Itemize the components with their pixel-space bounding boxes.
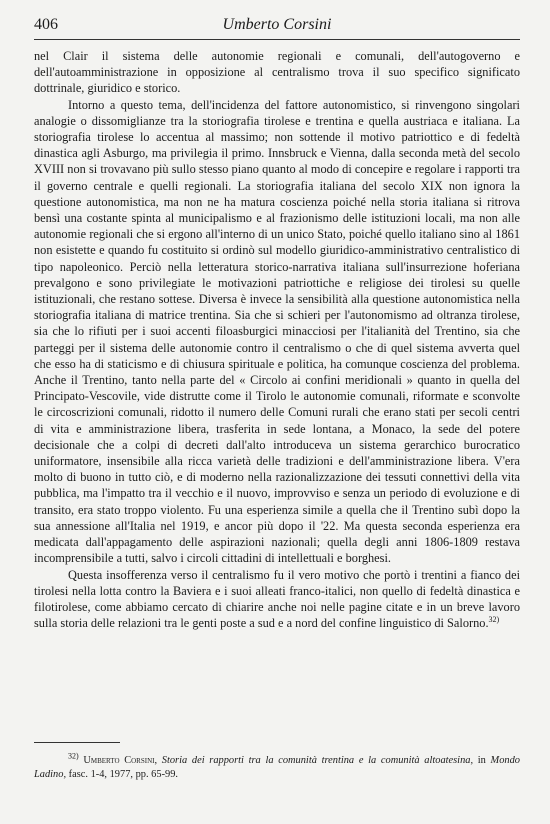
header-rule: [34, 39, 520, 40]
paragraph-3: [34, 567, 520, 632]
main-text: [34, 48, 520, 631]
running-head: Umberto Corsini: [222, 16, 332, 33]
footnote-title: Storia dei rapporti tra la comunità trentina e la comunità altoatesina,: [161, 755, 474, 766]
footnote-separator: [34, 742, 120, 743]
footnote: [34, 751, 520, 782]
footnote-marker: 32): [68, 751, 79, 761]
page-header: [34, 14, 520, 38]
footnote-details: fasc. 1-4, 1977, pp. 65-99.: [66, 769, 179, 780]
footnote-author: Umberto Corsini,: [83, 755, 158, 766]
page-number: 406: [34, 16, 58, 33]
paragraph-1: nel Clair il sistema delle autonomie regionali e comunali, dell'autogoverno e dell'autoamministrazione in opposizione al centralismo trova il suo specifico significato dottrinale, giuridico e storico.: [34, 49, 520, 96]
footnote-journal: Mondo Ladino,: [34, 755, 520, 780]
footnote-reference: 32): [488, 615, 500, 624]
footnote-middle: in: [473, 755, 491, 766]
paragraph-2: Intorno a questo tema, dell'incidenza del fattore autonomistico, si rinvengono singolari analogie o dissomiglianze tra la storiografia tirolese e trentina e quella austriaca e italiana. La storiografia tirolese lo accentua al massimo; non sottende il motivo patriottico e di fedeltà dinastica agli Asburgo, ma privilegia il primo. Innsbruck e Vienna, dalla seconda metà del secolo XVIII non si trovavano più sullo stesso piano quanto al modo di concepire e regolare i rapporti tra il governo centrale e quelli regionali. La storiografia italiana del secolo XIX non ignora la questione autonomistica, ma non ne ha matura coscienza poiché nella storia italiana si ritrova bensì una costante spinta al municipalismo e al frazionismo delle istituzioni locali, ma non alle autonomie regionali che si ergono all'interno di un unico Stato, poiché quello italiano sino al 1861 non esistette e quando fu costituito si ordinò sul modello giuridico-amministrativo centralistico di tipo napoleonico. Perciò nella letteratura storico-narrativa italiana sull'insurrezione hoferiana prevalgono e sono privilegiate le motivazioni patriottiche e religiose dei tirolesi su quelle istituzionali, che restano sottese. Diversa è invece la sensibilità alla questione autonomistica nella storiografia italiana di matrice trentina. Sia che si schieri per l'autonomismo ad oltranza tirolese, sia che lo rifiuti per i suoi accenti filoasburgici minacciosi per l'italianità del Trentino, sia che parteggi per il sistema delle autonomie contro il centralismo o che di quel sistema avverta quel che esso ha di staticismo e di chiusura spirituale e politica, ha comunque coscienza del problema. Anche il Trentino, tanto nella parte del « Circolo ai confini meridionali » quanto in quella del Principato-Vescovile, vide distrutte come il Tirolo le autonomie comunali, riformate e sconvolte le circoscrizioni comunali, ridotto il numero delle Comuni rurali che erano stati per secoli centri di vita e amministrazione libera, trasferita in sede lontana, a Monaco, la sede del potere decisionale che a colpi di decreti dall'alto introduceva un sistema gerarchico burocratico uniformatore, insensibile alla ricca varietà delle tradizioni e dell'amministrazione libera. V'era molto di buono in tutto ciò, e di moderno nella razionalizzazione dei tessuti connettivi della vita pubblica, ma l'impatto tra il vecchio e il nuovo, improvviso e senza un periodo di evoluzione e di transito, era stato troppo violento. Fu una esperienza simile a quella che il Trentino subì dopo la sua annessione all'Italia nel 1919, e ancor più dopo il '22. Ma questa seconda esperienza era medicata dall'appagamento delle aspirazioni nazionali; quella degli anni 1806-1809 restava incomprensibile a tutti, salvo i circoli cittadini di intellettuali e borghesi.: [34, 97, 520, 566]
paragraph-3-text: Questa insofferenza verso il centralismo fu il vero motivo che portò i trentini a fianco dei tirolesi nella lotta contro la Baviera e i suoi alleati franco-italici, non quello di fedeltà dinastica e filotirolese, come abbiamo cercato di chiarire anche noi nelle pagine citate e in un breve lavoro sulla storia delle relazioni tra le genti poste a sud e a nord del confine linguistico di Salorno.: [34, 567, 520, 631]
